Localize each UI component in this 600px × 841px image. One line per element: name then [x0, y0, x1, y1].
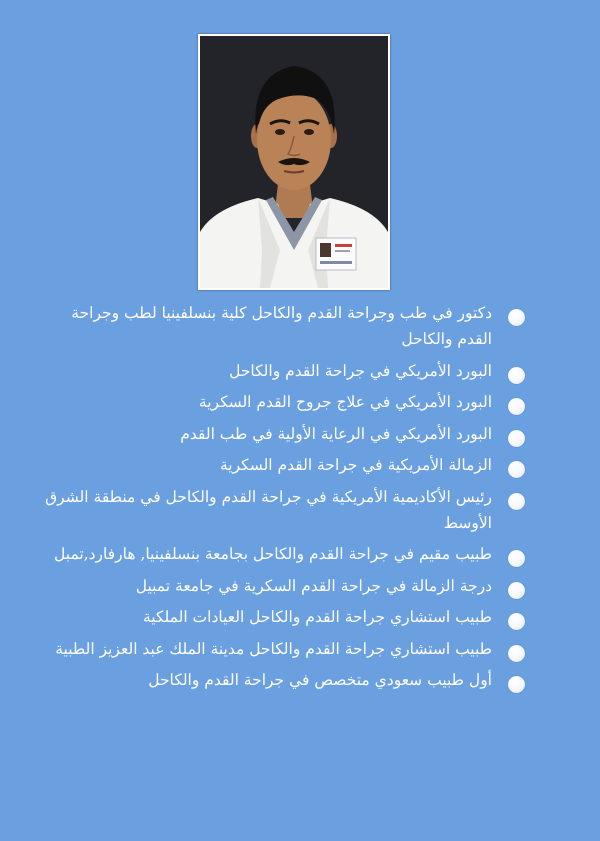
bullet-circle-icon [508, 430, 525, 447]
credential-item [40, 484, 530, 536]
eye-left [275, 129, 285, 135]
credential-item [40, 573, 530, 599]
credential-text: دكتور في طب وجراحة القدم والكاحل كلية بنسلفينيا لطب وجراحة القدم والكاحل [71, 304, 492, 348]
credential-item [40, 541, 530, 567]
bullet-circle-icon [508, 676, 525, 693]
credential-item [40, 421, 530, 447]
id-badge-stripe [335, 244, 352, 247]
bullet-circle-icon [508, 398, 525, 415]
credential-text: البورد الأمريكي في علاج جروح القدم السكرية [198, 393, 492, 411]
credential-item [40, 667, 530, 693]
credential-item [40, 300, 530, 352]
credential-text: طبيب استشاري جراحة القدم والكاحل مدينة الملك عبد العزيز الطبية [55, 639, 492, 658]
id-badge-line [335, 250, 350, 252]
credential-text: البورد الأمريكي في جراحة القدم والكاحل [229, 361, 492, 380]
bullet-circle-icon [508, 367, 525, 384]
credential-item [40, 604, 530, 630]
bullet-circle-icon [508, 613, 525, 630]
bullet-circle-icon [508, 461, 525, 478]
eye-right [304, 129, 314, 135]
credential-text: طبيب مقيم في جراحة القدم والكاحل بجامعة بنسلفينيا, هارفارد,تمبل [54, 545, 492, 563]
bullet-circle-icon [508, 550, 525, 567]
credential-text: أول طبيب سعودي متخصص في جراحة القدم والكاحل [148, 671, 492, 689]
bullet-circle-icon [508, 645, 525, 662]
credential-text: رئيس الأكاديمية الأمريكية في جراحة القدم والكاحل في منطقة الشرق الأوسط [45, 487, 492, 532]
id-badge-photo [320, 243, 331, 257]
portrait-illustration [200, 36, 388, 288]
portrait-photo-frame [198, 34, 390, 290]
bullet-circle-icon [508, 582, 525, 599]
credentials-list [40, 300, 530, 699]
bullet-circle-icon [508, 309, 525, 326]
credential-item [40, 389, 530, 415]
id-badge-bar [320, 261, 352, 264]
credential-text: درجة الزمالة في جراحة القدم السكرية في جامعة تمبيل [135, 576, 492, 595]
portrait-photo [200, 36, 388, 288]
credential-item [40, 452, 530, 478]
credential-text: البورد الأمريكي في الرعاية الأولية في طب القدم [180, 424, 492, 443]
bullet-circle-icon [508, 493, 525, 510]
credential-item [40, 636, 530, 662]
credential-text: طبيب استشاري جراحة القدم والكاحل العيادات الملكية [142, 608, 492, 626]
credential-text: الزمالة الأمريكية في جراحة القدم السكرية [220, 456, 492, 474]
credential-item [40, 358, 530, 384]
